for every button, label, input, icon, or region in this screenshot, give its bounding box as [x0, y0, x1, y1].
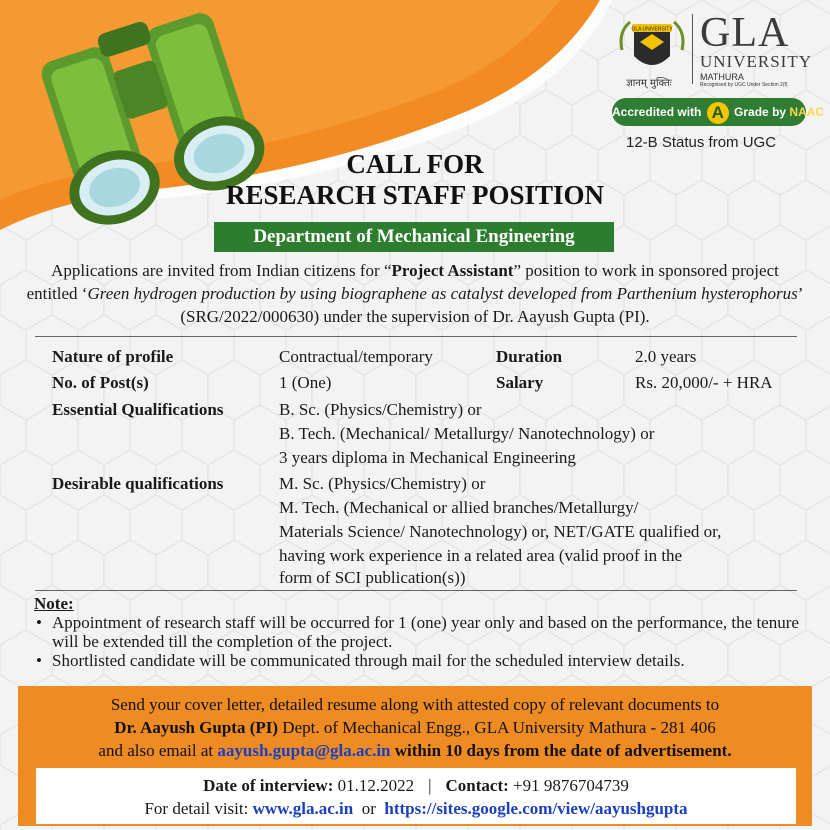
notes-list	[34, 613, 814, 670]
notes-section	[34, 594, 814, 670]
contact-label: Contact:	[445, 776, 509, 795]
apply-line-2	[18, 716, 812, 739]
title-line-1: CALL FOR	[346, 149, 484, 179]
or-text: or	[353, 799, 385, 818]
divider-bottom	[35, 590, 797, 591]
note-item: • Appointment of research staff will be occurred for 1 (one) year only and based on the performance, the tenure will be extended till the completion of the project.	[34, 613, 814, 651]
duration-label: Duration	[496, 347, 563, 366]
interview-date: 01.12.2022	[333, 776, 415, 795]
apply-line-3	[18, 739, 812, 762]
accreditation-suffix: Grade by	[734, 105, 787, 119]
logo-city: MATHURA	[700, 72, 744, 82]
essential-label: Essential Qualifications	[52, 400, 224, 419]
email-deadline: within 10 days from the date of advertisement.	[390, 741, 732, 760]
desirable-line-5: form of SCI publication(s))	[279, 568, 466, 587]
posts-value: 1 (One)	[279, 373, 332, 392]
title-line-2: RESEARCH STAFF POSITION	[225, 180, 605, 210]
contact-separator: |	[428, 776, 432, 795]
divider-top	[35, 336, 797, 337]
contact-line-2	[36, 797, 796, 820]
desirable-label: Desirable qualifications	[52, 474, 224, 493]
logo-divider	[692, 14, 693, 84]
intro-part-2: ” position to work in sponsored project entitled ‘	[26, 261, 779, 303]
motto-text: ज्ञानम् मुक्तिः	[626, 78, 672, 89]
duration-value: 2.0 years	[635, 347, 697, 366]
interview-label: Date of interview:	[203, 776, 334, 795]
salary-value: Rs. 20,000/- + HRA	[635, 373, 773, 392]
desirable-line-1: M. Sc. (Physics/Chemistry) or	[279, 474, 486, 493]
desirable-line-4: having work experience in a related area (valid proof in the	[279, 546, 683, 565]
naac-accreditation-badge	[612, 98, 825, 126]
essential-line-2: B. Tech. (Mechanical/ Metallurgy/ Nanotechnology) or	[279, 424, 655, 443]
essential-line-3: 3 years diploma in Mechanical Engineering	[279, 448, 576, 467]
visit-label: For detail visit:	[144, 799, 253, 818]
nature-value: Contractual/temporary	[279, 347, 433, 366]
department-banner: Department of Mechanical Engineering	[214, 222, 614, 252]
google-site-link[interactable]: https://sites.google.com/view/aayushgupta	[384, 799, 688, 818]
accreditation-body: NAAC	[789, 105, 825, 119]
crest-text: GLA UNIVERSITY	[631, 26, 673, 33]
website-link[interactable]: www.gla.ac.in	[252, 799, 354, 818]
posts-label: No. of Post(s)	[52, 373, 149, 392]
contact-phone: +91 9876704739	[508, 776, 629, 795]
salary-label: Salary	[496, 373, 544, 392]
nature-label: Nature of profile	[52, 347, 174, 366]
apply-line-1: Send your cover letter, detailed resume along with attested copy of relevant documents to	[110, 695, 720, 714]
intro-part-1: Applications are invited from Indian citizens for “	[51, 261, 392, 280]
university-crest-icon	[612, 12, 692, 82]
accreditation-grade: A	[707, 102, 729, 124]
project-title: Green hydrogen production by using biographene as catalyst developed from Parthenium hysterophorus	[87, 284, 798, 303]
note-item: • Shortlisted candidate will be communicated through mail for the scheduled interview details.	[34, 651, 814, 670]
email-prefix: and also email at	[98, 741, 218, 760]
ugc-status: 12-B Status from UGC	[626, 134, 777, 151]
accreditation-prefix: Accredited with	[612, 105, 702, 119]
notes-heading: Note:	[34, 594, 74, 613]
intro-part-3: ’ (SRG/2022/000630) under the supervision of Dr. Aayush Gupta (PI).	[180, 284, 804, 326]
desirable-line-2: M. Tech. (Mechanical or allied branches/Metallurgy/	[279, 498, 639, 517]
gla-university-logo	[610, 8, 825, 168]
pi-name: Dr. Aayush Gupta (PI)	[114, 718, 279, 737]
logo-name: GLA	[700, 10, 790, 56]
application-instructions	[18, 693, 812, 762]
contact-line-1	[36, 774, 796, 797]
desirable-line-3: Materials Science/ Nanotechnology) or, NET/GATE qualified or,	[279, 522, 722, 541]
logo-university: UNIVERSITY	[700, 52, 812, 71]
contact-details	[36, 774, 796, 820]
essential-line-1: B. Sc. (Physics/Chemistry) or	[279, 400, 482, 419]
logo-recognition: Recognised by UGC Under Section 2(f)	[700, 82, 788, 88]
email-link[interactable]: aayush.gupta@gla.ac.in	[217, 741, 391, 760]
position-name: Project Assistant	[391, 261, 514, 280]
pi-address: Dept. of Mechanical Engg., GLA University Mathura - 281 406	[278, 718, 716, 737]
intro-paragraph	[24, 259, 806, 328]
